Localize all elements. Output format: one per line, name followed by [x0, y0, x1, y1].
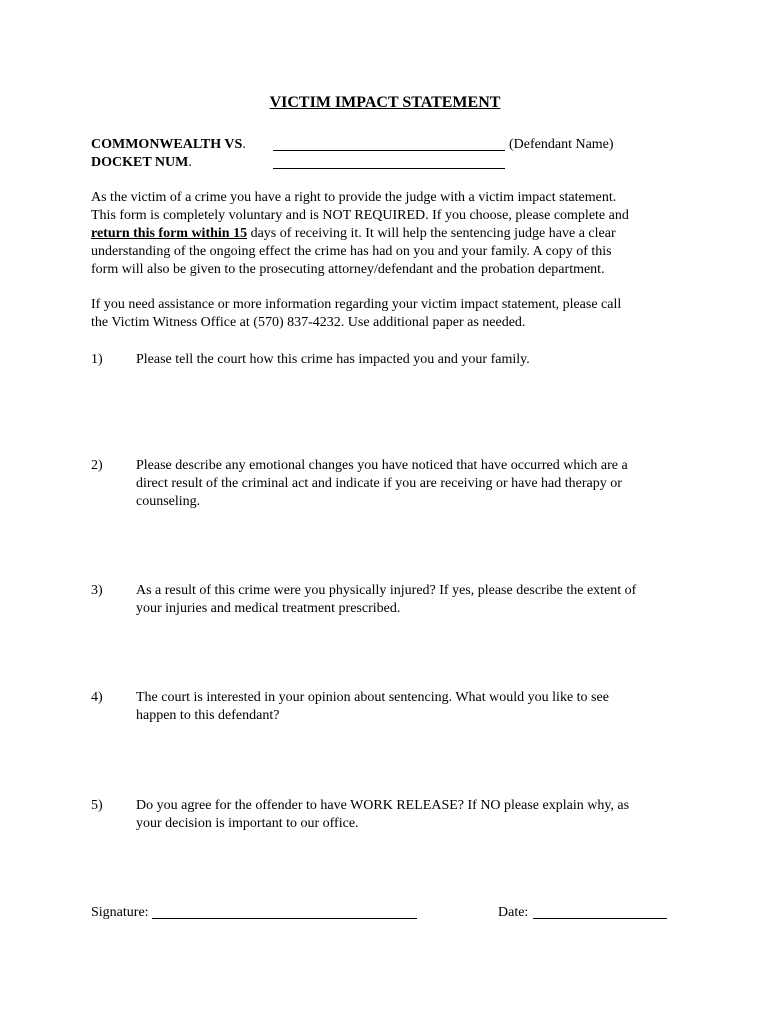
intro-line: form will also be given to the prosecuting attorney/defendant and the probation department.	[91, 262, 605, 277]
question-number: 5)	[91, 798, 103, 813]
question-number: 1)	[91, 352, 103, 367]
question-line: Do you agree for the offender to have WORK RELEASE? If NO please explain why, as	[136, 798, 630, 813]
return-deadline-text: return this form within 15	[91, 226, 248, 241]
question-4-answer-area[interactable]	[136, 727, 696, 795]
intro-line: This form is completely voluntary and is NOT REQUIRED. If you choose, please complete and	[91, 208, 629, 223]
question-text	[136, 797, 696, 833]
commonwealth-label	[91, 136, 246, 154]
defendant-name-field[interactable]	[273, 150, 505, 151]
assistance-line: the Victim Witness Office at (570) 837-4232. Use additional paper as needed.	[91, 315, 526, 330]
question-3-answer-area[interactable]	[136, 620, 696, 686]
intro-line: As the victim of a crime you have a right to provide the judge with a victim impact statement.	[91, 190, 617, 205]
signature-field[interactable]	[152, 918, 417, 919]
question-5-answer-area[interactable]	[136, 835, 696, 897]
question-line: your decision is important to our office.	[136, 816, 359, 831]
question-text	[136, 457, 696, 511]
docket-label-text: DOCKET NUM	[91, 155, 189, 170]
question-1-answer-area[interactable]	[136, 372, 696, 454]
docket-number-field[interactable]	[273, 168, 505, 169]
question-text	[136, 689, 696, 725]
assistance-paragraph	[91, 296, 691, 332]
question-line: counseling.	[136, 494, 201, 509]
question-line: direct result of the criminal act and indicate if you are receiving or have had therapy or	[136, 476, 622, 491]
question-text	[136, 582, 696, 618]
question-line: your injuries and medical treatment prescribed.	[136, 601, 401, 616]
question-line: As a result of this crime were you physically injured? If yes, please describe the extent of	[136, 583, 637, 598]
docket-label	[91, 154, 192, 172]
intro-line: understanding of the ongoing effect the crime has had on you and your family. A copy of this	[91, 244, 612, 259]
date-field[interactable]	[533, 918, 667, 919]
question-line: Please describe any emotional changes you have noticed that have occurred which are a	[136, 458, 628, 473]
assistance-line: If you need assistance or more information regarding your victim impact statement, please call	[91, 297, 622, 312]
commonwealth-label-text: COMMONWEALTH VS	[91, 137, 243, 152]
question-text	[136, 351, 696, 369]
question-line: happen to this defendant?	[136, 708, 280, 723]
commonwealth-label-suffix: .	[242, 137, 246, 152]
question-number: 3)	[91, 583, 103, 598]
question-line: Please tell the court how this crime has impacted you and your family.	[136, 352, 530, 367]
intro-paragraph	[91, 189, 691, 279]
signature-label: Signature:	[91, 905, 149, 920]
docket-label-suffix: .	[188, 155, 192, 170]
question-2-answer-area[interactable]	[136, 514, 696, 580]
defendant-name-note: (Defendant Name)	[509, 137, 614, 152]
document-title: VICTIM IMPACT STATEMENT	[269, 94, 501, 111]
intro-line	[91, 225, 691, 243]
intro-line-rest: days of receiving it. It will help the sentencing judge have a clear	[247, 226, 616, 241]
question-number: 2)	[91, 458, 103, 473]
question-number: 4)	[91, 690, 103, 705]
question-line: The court is interested in your opinion about sentencing. What would you like to see	[136, 690, 609, 705]
date-label: Date:	[498, 905, 529, 920]
